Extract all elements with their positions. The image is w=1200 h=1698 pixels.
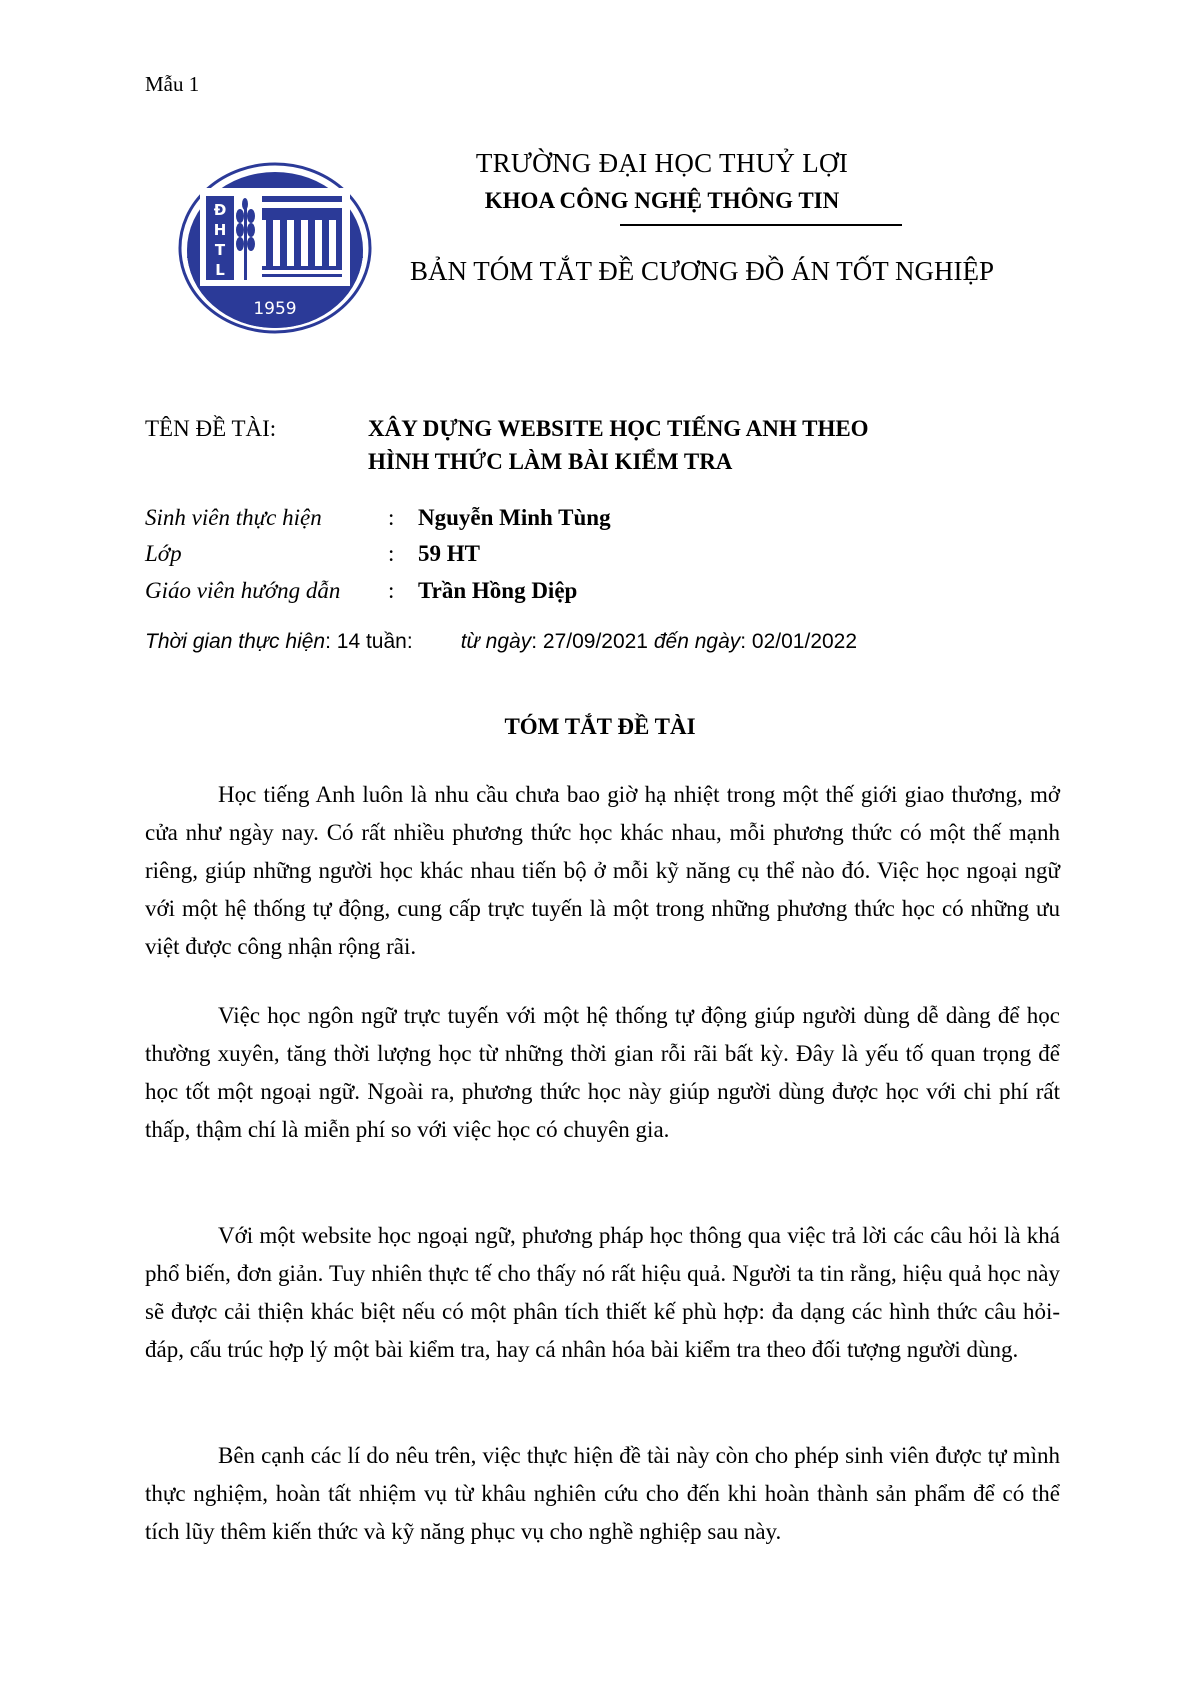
- to-date: : 02/01/2022: [740, 630, 858, 653]
- from-date: : 27/09/2021: [531, 630, 648, 653]
- supervisor-label: Giáo viên hướng dẫn: [145, 578, 341, 603]
- summary-paragraph-1: Học tiếng Anh luôn là nhu cầu chưa bao giờ hạ nhiệt trong một thế giới giao thương, mở cửa như ngày nay. Có rất nhiều phương thức học khác nhau, mỗi phương thức có một thế mạnh riêng, giúp những người học khác nhau tiến bộ ở mỗi kỹ năng cụ thể nào đó. Việc học ngoại ngữ với một hệ thống tự động, cung cấp trực tuyến là một trong những phương thức học có những ưu việt được công nhận rộng rãi.: [145, 782, 1060, 959]
- class-label: Lớp: [145, 541, 182, 566]
- supervisor-colon: :: [388, 578, 395, 603]
- university-name: TRƯỜNG ĐẠI HỌC THUỶ LỢI: [475, 148, 849, 178]
- student-name: Nguyễn Minh Tùng: [418, 505, 611, 530]
- supervisor-name: Trần Hồng Diệp: [418, 578, 578, 603]
- class-value: 59 HT: [418, 541, 480, 566]
- student-label: Sinh viên thực hiện: [145, 505, 322, 530]
- summary-paragraph-3: Với một website học ngoại ngữ, phương pháp học thông qua việc trả lời các câu hỏi là khá phổ biến, đơn giản. Tuy nhiên thực tế cho thấy nó rất hiệu quả. Người ta tin rằng, hiệu quả học này sẽ được cải thiện khác biệt nếu có một phân tích thiết kế phù hợp: đa dạng các hình thức câu hỏi-đáp, cấu trúc hợp lý một bài kiểm tra, hay cá nhân hóa bài kiểm tra theo đối tượng người dùng.: [145, 1223, 1060, 1362]
- time-label: Thời gian thực hiện: [145, 630, 326, 653]
- logo-letter-h: H: [213, 221, 227, 239]
- faculty-underline: [620, 224, 902, 226]
- time-row: [145, 630, 857, 654]
- topic-label: TÊN ĐỀ TÀI:: [145, 416, 277, 441]
- logo-letter-t: T: [214, 241, 226, 259]
- summary-paragraph-2: Việc học ngôn ngữ trực tuyến với một hệ thống tự động giúp người dùng dễ dàng để học thường xuyên, tăng thời lượng học từ những thời gian rỗi rãi bất kỳ. Đây là yếu tố quan trọng để học tốt một ngoại ngữ. Ngoài ra, phương thức học này giúp người dùng được học với chi phí rất thấp, thậm chí là miễn phí so với việc học có chuyên gia.: [145, 1003, 1060, 1142]
- class-colon: :: [388, 541, 395, 566]
- logo-letter-d: Đ: [213, 201, 227, 219]
- from-label: từ ngày: [460, 630, 532, 653]
- time-duration: : 14 tuần:: [325, 630, 413, 653]
- to-label: đến ngày: [653, 630, 741, 653]
- summary-paragraph-4: Bên cạnh các lí do nêu trên, việc thực hiện đề tài này còn cho phép sinh viên được tự mình thực nghiệm, hoàn tất nhiệm vụ từ khâu nghiên cứu cho đến khi hoàn thành sản phẩm để có thể tích lũy thêm kiến thức và kỹ năng phục vụ cho nghề nghiệp sau này.: [145, 1443, 1060, 1544]
- topic-title-line-2: HÌNH THỨC LÀM BÀI KIỂM TRA: [368, 449, 733, 474]
- topic-title-line-1: XÂY DỰNG WEBSITE HỌC TIẾNG ANH THEO: [368, 416, 869, 441]
- logo-year: 1959: [253, 299, 297, 319]
- university-logo: [178, 162, 372, 334]
- logo-letter-l: L: [215, 261, 225, 279]
- summary-heading: TÓM TẮT ĐỀ TÀI: [504, 714, 696, 739]
- faculty-name: KHOA CÔNG NGHỆ THÔNG TIN: [484, 188, 840, 213]
- student-colon: :: [388, 505, 395, 530]
- document-title: BẢN TÓM TẮT ĐỀ CƯƠNG ĐỒ ÁN TỐT NGHIỆP: [410, 256, 994, 286]
- form-label: Mẫu 1: [145, 72, 200, 96]
